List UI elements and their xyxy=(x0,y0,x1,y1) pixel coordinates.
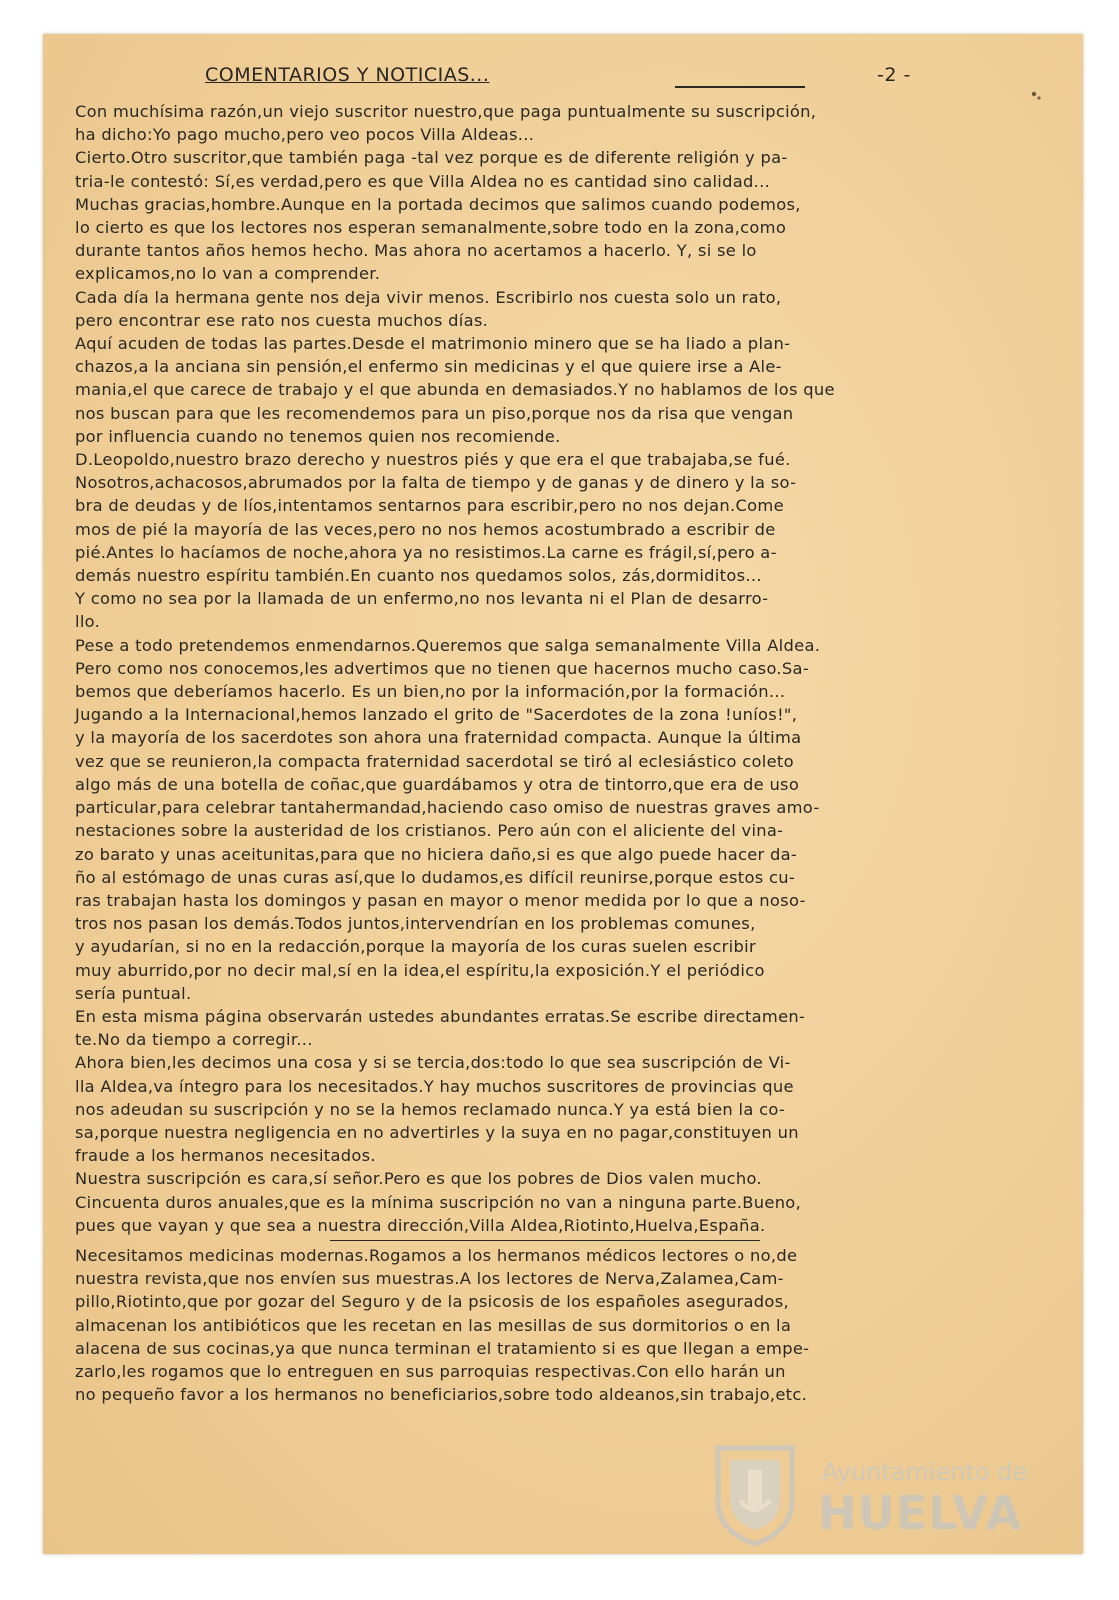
ink-spot xyxy=(1029,89,1043,103)
paragraph: En esta misma página observarán ustedes abundantes erratas.Se escribe directamen- te.No da tiempo a corregir... xyxy=(75,1006,806,1050)
paragraph: Con muchísima razón,un viejo suscritor nuestro,que paga puntualmente su suscripción, ha dicho:Yo pago mucho,pero veo pocos Villa Aldeas... xyxy=(75,102,817,145)
paragraph: D.Leopoldo,nuestro brazo derecho y nuestros piés y que era el que trabajaba,se fué. Nosotros,achacosos,abrumados por la falta de tiempo y de ganas y de dinero y la so- bra de deudas y de líos,intentamos sentarnos para escribir,pero no nos dejan.Come mos de pié la mayoría de las veces,pero no nos hemos acostumbrado a escribir de pié.Antes lo hacíamos de noche,ahora ya no resistimos.La carne es frágil,sí,pero a- demás nuestro espíritu también.En cuanto nos quedamos solos, zás,dormiditos... Y como no sea por la llamada de un enfermo,no nos levanta ni el Plan de desarro- llo. xyxy=(75,450,797,632)
paragraph: Aquí acuden de todas las partes.Desde el matrimonio minero que se ha liado a plan- chazos,a la anciana sin pensión,el enfermo sin medicinas y el que quiere irse a Ale- mania,el que carece de trabajo y el que abunda en demasiados.Y no hablamos de los que nos buscan para que les recomendemos para un piso,porque nos da risa que vengan por influencia cuando no tenemos quien nos recomiende. xyxy=(75,334,835,446)
paragraph: Ahora bien,les decimos una cosa y si se tercia,dos:todo lo que sea suscripción de Vi- lla Aldea,va íntegro para los necesitados.Y hay muchos suscritores de provincias que nos adeudan su suscripción y no se la hemos reclamado nunca.Y ya está bien la co- sa,porque nuestra negligencia en no advertirles y la suya en no pagar,constituyen un fraude a los hermanos necesitados. xyxy=(75,1053,799,1166)
watermark-line2: HUELVA xyxy=(818,1486,1023,1540)
coat-of-arms-icon xyxy=(700,1440,810,1550)
page-header xyxy=(205,64,945,94)
paragraph: Cada día la hermana gente nos deja vivir menos. Escribirlo nos cuesta solo un rato, pero encontrar ese rato nos cuesta muchos días. xyxy=(75,287,782,330)
watermark-line1: Ayuntamiento de xyxy=(822,1458,1028,1486)
watermark xyxy=(700,1440,1030,1550)
section-divider xyxy=(330,1240,760,1241)
paragraph: Nuestra suscripción es cara,sí señor.Pero es que los pobres de Dios valen mucho. Cincuenta duros anuales,que es la mínima suscripción no van a ninguna parte.Bueno, pues que vayan y que sea a nuestra dirección,Villa Aldea,Riotinto,Huelva,España. xyxy=(75,1169,802,1235)
paragraph: Cierto.Otro suscritor,que también paga -tal vez porque es de diferente religión y pa- tria-le contestó: Sí,es verdad,pero es que Villa Aldea no es cantidad sino calidad... Muchas gracias,hombre.Aunque en la portada decimos que salimos cuando podemos, lo cierto es que los lectores nos esperan semanalmente,sobre todo en la zona,como durante tantos años hemos hecho. Mas ahora no acertamos a hacerlo. Y, si se lo explicamos,no lo van a comprender. xyxy=(75,148,801,284)
header-rule xyxy=(675,86,805,88)
paragraph: Necesitamos medicinas modernas.Rogamos a los hermanos médicos lectores o no,de nuestra revista,que nos envíen sus muestras.A los lectores de Nerva,Zalamea,Cam- pillo,Riotinto,que por gozar del Seguro y de la psicosis de los españoles asegurados, almacenan los antibióticos que les recetan en las mesillas de sus dormitorios o en la alacena de sus cocinas,ya que nunca terminan el tratamiento si es que llegan a empe- zarlo,les rogamos que lo entreguen en sus parroquias respectivas.Con ello harán un no pequeño favor a los hermanos no beneficiarios,sobre todo aldeanos,sin trabajo,etc. xyxy=(75,1245,810,1405)
page-number: -2 - xyxy=(877,64,911,86)
page-title: COMENTARIOS Y NOTICIAS... xyxy=(205,64,490,86)
article-body xyxy=(75,100,1030,1406)
paragraph: Pese a todo pretendemos enmendarnos.Queremos que salga semanalmente Villa Aldea. Pero como nos conocemos,les advertimos que no tienen que hacernos mucho caso.Sa- bemos que deberíamos hacerlo. Es un bien,no por la información,por la formación... Jugando a la Internacional,hemos lanzado el grito de "Sacerdotes de la zona !uníos!", y la mayoría de los sacerdotes son ahora una fraternidad compacta. Aunque la última vez que se reunieron,la compacta fraternidad sacerdotal se tiró al eclesiástico coleto algo más de una botella de coñac,que guardábamos y otra de tintorro,que era de uso particular,para celebrar tantahermandad,haciendo caso omiso de nuestras graves amo- nestaciones sobre la austeridad de los cristianos. Pero aún con el aliciente del vina- zo barato y unas aceitunitas,para que no hiciera daño,si es que algo puede hacer da- ño al estómago de unas curas así,que lo dudamos,es difícil reunirse,porque estos cu- ras trabajan hasta los domingos y pasan en mayor o menor medida por lo que a noso- tros nos pasan los demás.Todos juntos,intervendrían en los problemas comunes, y ayudarían, si no en la redacción,porque la mayoría de los curas suelen escribir muy aburrido,por no decir mal,sí en la idea,el espíritu,la exposición.Y el periódico sería puntual. xyxy=(75,635,821,1003)
